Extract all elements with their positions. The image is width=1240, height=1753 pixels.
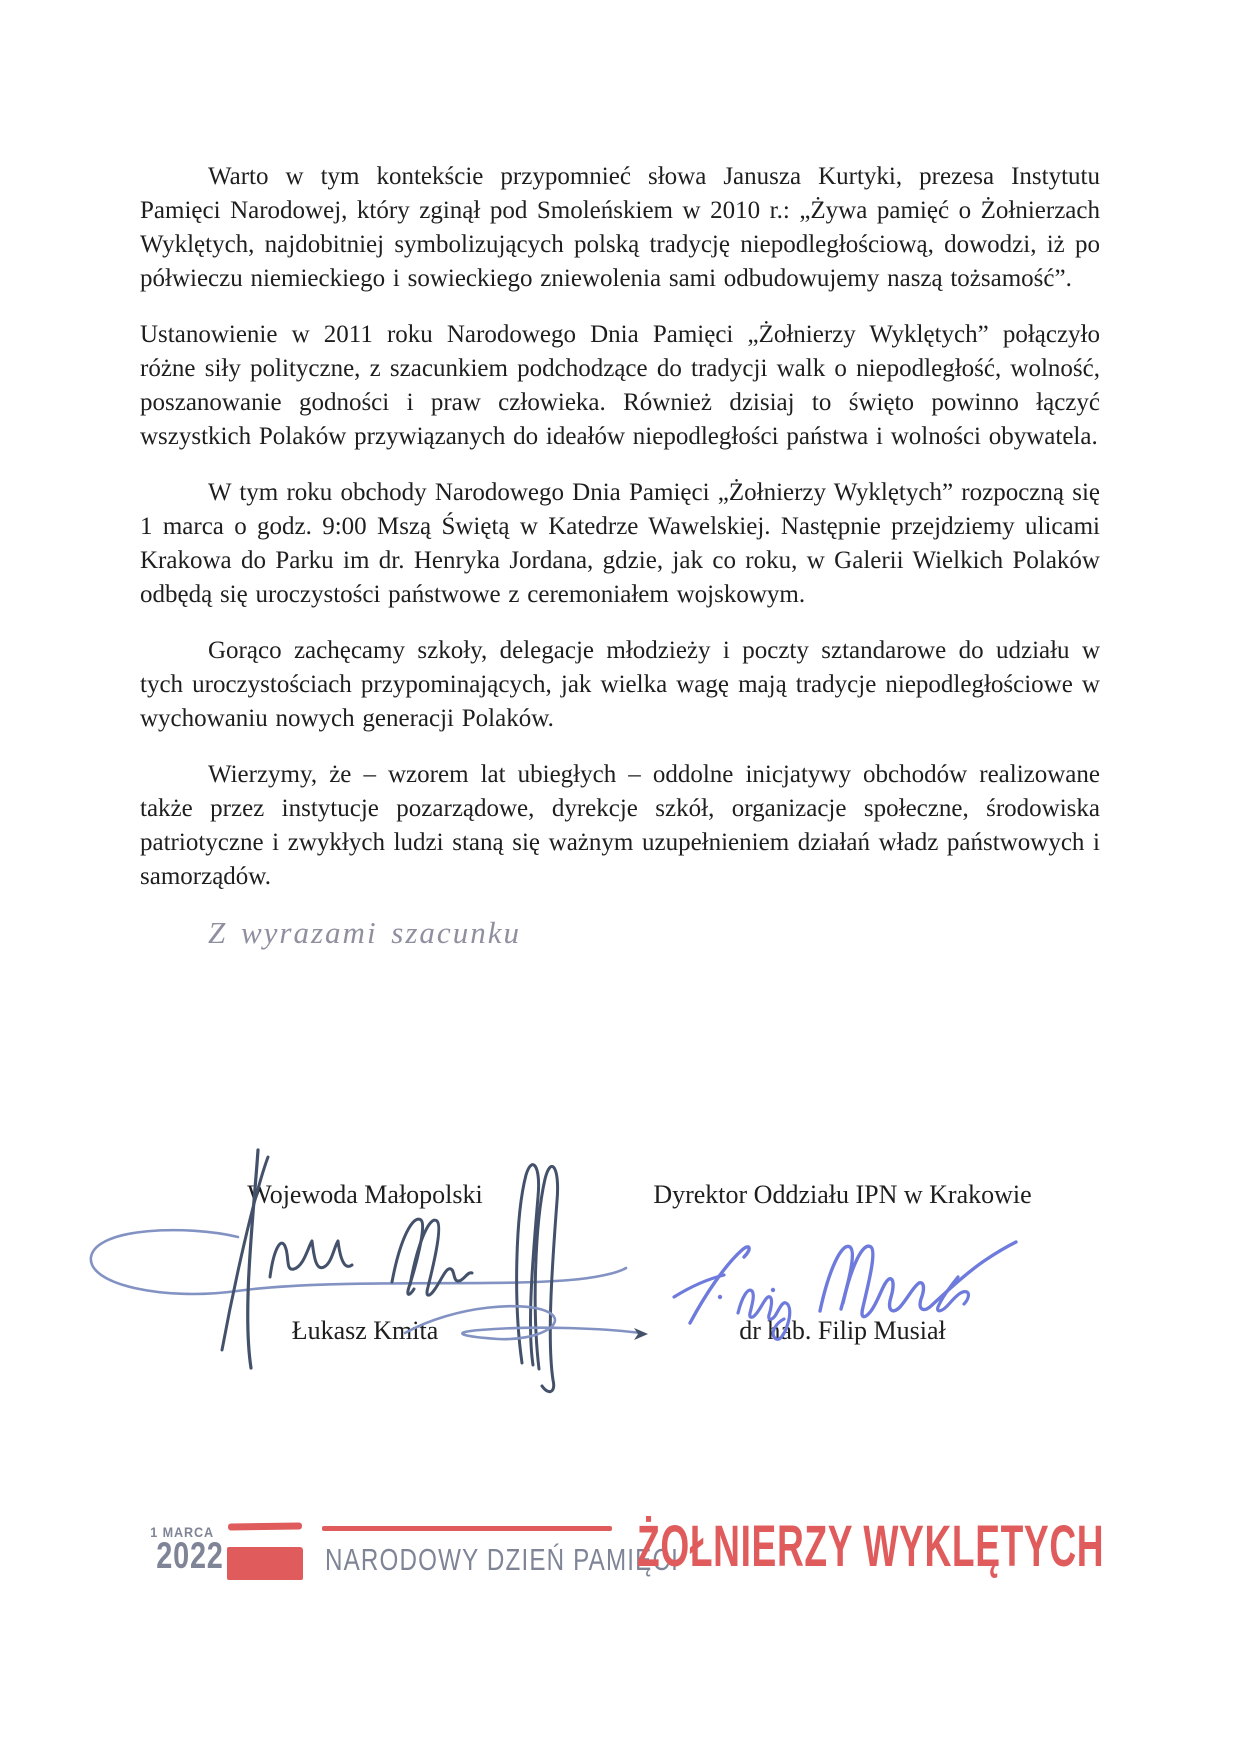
- signatory-name: Łukasz Kmita: [291, 1316, 439, 1345]
- paragraph: Warto w tym kontekście przypomnieć słowa Janusza Kurtyki, prezesa Instytutu Pamięci Narodowej, który zginął pod Smoleńskiem w 2010 r.: „Żywa pamięć o Żołnierzach Wyklętych, najdobitniej symbolizujących polską tradycję niepodległościową, dowodzi, iż po półwieczu niemieckiego i sowieckiego zniewolenia sami odbudowujemy naszą tożsamość”.: [140, 163, 1100, 292]
- paragraph: W tym roku obchody Narodowego Dnia Pamięci „Żołnierzy Wyklętych” rozpoczną się 1 marca o godz. 9:00 Mszą Świętą w Katedrze Wawelskiej. Następnie przejdziemy ulicami Krakowa do Parku im dr. Henryka Jordana, gdzie, jak co roku, w Galerii Wielkich Polaków odbędą się uroczystości państwowe z ceremoniałem wojskowym.: [140, 479, 1100, 608]
- footer-logo: [0, 1510, 1240, 1620]
- event-title: ŻOŁNIERZY WYKLĘTYCH: [637, 1514, 1105, 1579]
- signatory-title: Dyrektor Oddziału IPN w Krakowie: [653, 1180, 1032, 1209]
- red-rule: [322, 1526, 612, 1531]
- event-date-year: 2022: [156, 1535, 224, 1576]
- signatory-name: dr hab. Filip Musiał: [739, 1316, 946, 1345]
- closing-salutation: Z wyrazami szacunku: [208, 915, 521, 950]
- paragraph: Ustanowienie w 2011 roku Narodowego Dnia Pamięci „Żołnierzy Wyklętych” połączyło różne siły polityczne, z szacunkiem podchodzące do tradycji walk o niepodległość, wolność, poszanowanie godności i praw człowieka. Również dzisiaj to święto powinno łączyć wszystkich Polaków przywiązanych do ideałów niepodległości państwa i wolności obywatela.: [140, 321, 1100, 450]
- polish-flag-icon: [227, 1522, 303, 1580]
- signature-block-left: [140, 1180, 590, 1346]
- paragraph: Gorąco zachęcamy szkoły, delegacje młodzieży i poczty sztandarowe do udziału w tych uroczystościach przypominających, jak wielka wagę mają tradycje niepodległościowe w wychowaniu nowych generacji Polaków.: [140, 637, 1100, 732]
- signatory-title: Wojewoda Małopolski: [247, 1180, 483, 1209]
- letter-body: [140, 160, 1100, 950]
- event-date-day: 1 MARCA: [150, 1524, 214, 1540]
- event-label: NARODOWY DZIEŃ PAMIĘCI: [325, 1542, 679, 1577]
- flag-top-stripe: [228, 1522, 302, 1530]
- signature-block-right: [620, 1180, 1065, 1346]
- event-date: [140, 1524, 224, 1576]
- flag-red-block: [227, 1547, 303, 1580]
- paragraph: Wierzymy, że – wzorem lat ubiegłych – oddolne inicjatywy obchodów realizowane także przez instytucje pozarządowe, dyrekcje szkół, organizacje społeczne, środowiska patriotyczne i zwykłych ludzi staną się ważnym uzupełnieniem działań władz państwowych i samorządów.: [140, 761, 1100, 890]
